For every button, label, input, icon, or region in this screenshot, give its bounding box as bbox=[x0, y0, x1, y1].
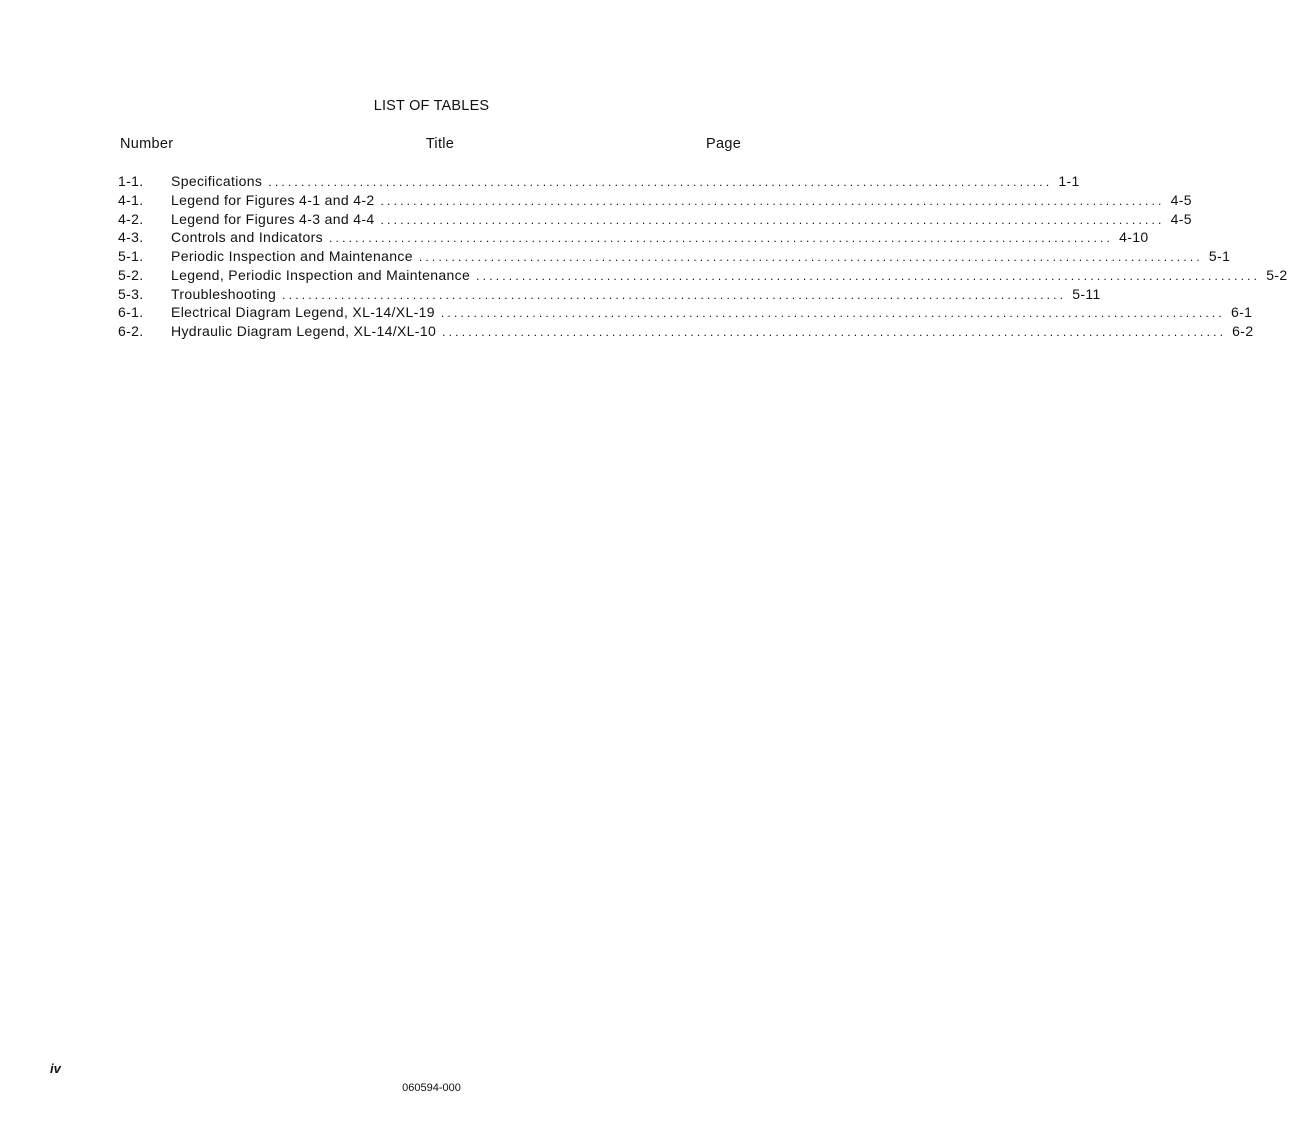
dot-leader: ........................................................................................................................ bbox=[476, 268, 1261, 283]
entry-title: Hydraulic Diagram Legend, XL-14/XL-10 bbox=[171, 323, 437, 339]
entry-page: 4-5 bbox=[1170, 210, 1192, 227]
dot-leader: ........................................................................................................................ bbox=[418, 250, 1203, 264]
entry-number: 5-1. bbox=[118, 248, 144, 264]
dot-leader: ........................................................................................................................ bbox=[329, 231, 1114, 246]
entry-page: 5-11 bbox=[1072, 285, 1101, 302]
entry-title: Legend, Periodic Inspection and Maintenance bbox=[171, 266, 471, 283]
list-item[interactable] bbox=[118, 248, 1231, 267]
column-header-number: Number bbox=[120, 136, 174, 152]
entry-page: 5-1 bbox=[1208, 248, 1231, 264]
page-title: LIST OF TABLES bbox=[373, 98, 490, 114]
column-header-title: Title bbox=[425, 136, 455, 152]
entry-number: 1-1. bbox=[118, 173, 144, 189]
list-item[interactable] bbox=[118, 210, 1192, 230]
document-code: 060594-000 bbox=[402, 1082, 461, 1094]
entry-title: Troubleshooting bbox=[171, 285, 277, 302]
entry-number: 4-3. bbox=[118, 229, 144, 246]
entry-title: Periodic Inspection and Maintenance bbox=[171, 248, 413, 264]
dot-leader: ........................................................................................................................ bbox=[442, 325, 1227, 339]
entry-page: 1-1 bbox=[1058, 173, 1080, 189]
entry-page: 4-10 bbox=[1119, 229, 1149, 246]
entry-title: Electrical Diagram Legend, XL-14/XL-19 bbox=[171, 304, 435, 321]
dot-leader: ........................................................................................................................ bbox=[380, 193, 1165, 208]
column-header-page: Page bbox=[706, 136, 742, 152]
entry-number: 4-2. bbox=[118, 210, 144, 227]
entry-title: Specifications bbox=[171, 173, 263, 189]
list-item[interactable] bbox=[118, 304, 1253, 323]
dot-leader: ........................................................................................................................ bbox=[380, 212, 1165, 227]
entry-page: 6-1 bbox=[1230, 304, 1253, 321]
list-item[interactable] bbox=[118, 323, 1254, 342]
list-item[interactable] bbox=[118, 266, 1288, 286]
list-item[interactable] bbox=[118, 173, 1080, 192]
list-item[interactable] bbox=[118, 229, 1149, 248]
entry-page: 4-5 bbox=[1170, 191, 1192, 208]
entry-number: 6-2. bbox=[118, 323, 144, 339]
list-item[interactable] bbox=[118, 191, 1192, 211]
table-list bbox=[118, 173, 1288, 342]
entry-number: 5-3. bbox=[118, 285, 144, 302]
entry-number: 4-1. bbox=[118, 191, 144, 208]
entry-title: Legend for Figures 4-3 and 4-4 bbox=[171, 210, 375, 227]
dot-leader: ........................................................................................................................ bbox=[268, 175, 1053, 189]
entry-title: Legend for Figures 4-1 and 4-2 bbox=[171, 191, 375, 208]
entry-number: 5-2. bbox=[118, 266, 144, 283]
entry-page: 6-2 bbox=[1232, 323, 1254, 339]
entry-page: 5-2 bbox=[1266, 266, 1288, 283]
dot-leader: ........................................................................................................................ bbox=[282, 287, 1067, 302]
list-item[interactable] bbox=[118, 285, 1101, 305]
entry-title: Controls and Indicators bbox=[171, 229, 324, 246]
entry-number: 6-1. bbox=[118, 304, 144, 321]
dot-leader: ........................................................................................................................ bbox=[440, 306, 1225, 321]
page-number: iv bbox=[50, 1061, 61, 1076]
